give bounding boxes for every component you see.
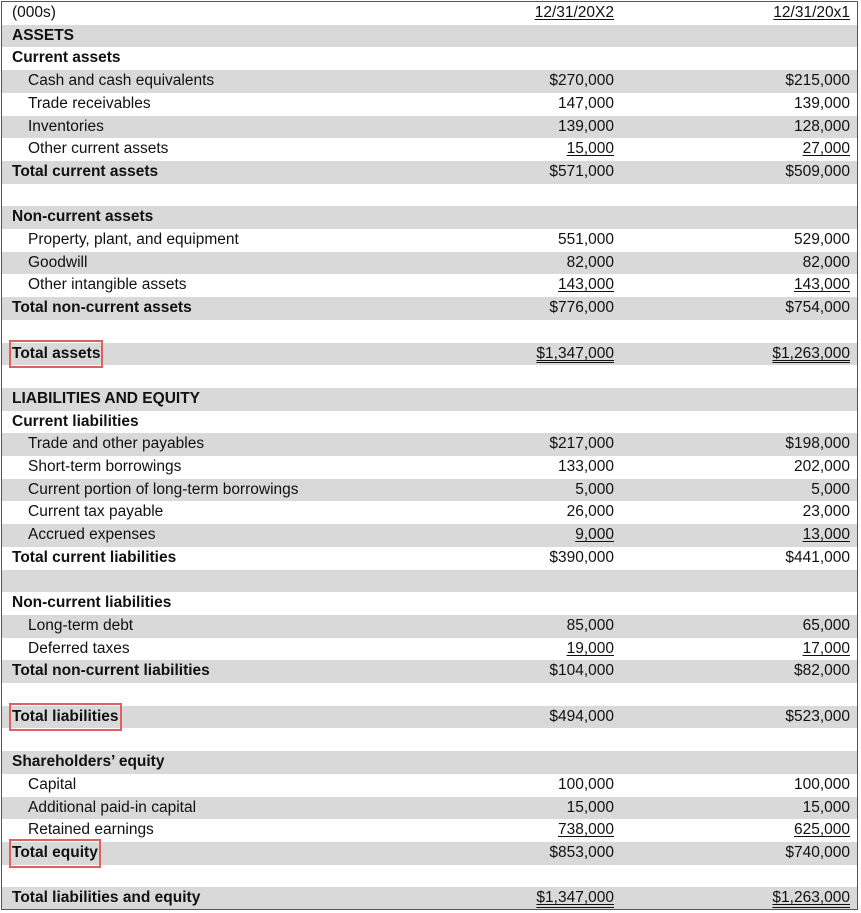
spacer-row — [2, 865, 857, 888]
line-item-row — [2, 138, 857, 161]
value-20x1: 625,000 — [793, 821, 850, 839]
line-item-label: Current portion of long-term borrowings — [28, 480, 299, 498]
total-equity-20x1: $740,000 — [785, 843, 850, 861]
total-value-20x1: $82,000 — [793, 662, 850, 680]
value-20x1: 143,000 — [793, 276, 850, 294]
line-item-row — [2, 797, 857, 820]
column-header-20x1: 12/31/20x1 — [773, 4, 850, 21]
line-item-label: Additional paid-in capital — [28, 798, 197, 816]
non-current-liabilities-heading: Non-current liabilities — [12, 594, 172, 612]
line-item-row — [2, 70, 857, 93]
total-liabilities-and-equity-label: Total liabilities and equity — [12, 889, 201, 907]
total-value-20x1: $754,000 — [785, 299, 850, 317]
grand-total-20x1: $1,263,000 — [772, 889, 850, 907]
line-item-label: Other intangible assets — [28, 276, 187, 294]
line-item-row — [2, 774, 857, 797]
value-20x1: 82,000 — [802, 253, 850, 271]
line-item-label: Other current assets — [28, 140, 169, 158]
total-liabilities-20x2: $494,000 — [549, 707, 614, 725]
value-20x1: 27,000 — [802, 140, 850, 158]
value-20x1: 5,000 — [811, 480, 850, 498]
balance-sheet — [1, 1, 858, 910]
line-item-label: Goodwill — [28, 253, 88, 271]
current-assets-heading: Current assets — [12, 49, 121, 67]
line-item-row — [2, 524, 857, 547]
total-value-20x2: $776,000 — [549, 299, 614, 317]
line-item-row — [2, 433, 857, 456]
line-item-label: Current tax payable — [28, 503, 164, 521]
line-item-row — [2, 456, 857, 479]
grand-total-20x2: $1,347,000 — [536, 889, 614, 907]
total-row — [2, 660, 857, 683]
current-liabilities-heading: Current liabilities — [12, 412, 139, 430]
section-header-assets — [2, 25, 857, 48]
line-item-row — [2, 819, 857, 842]
line-item-row — [2, 501, 857, 524]
line-item-label: Cash and cash equivalents — [28, 72, 215, 90]
value-20x1: 15,000 — [802, 798, 850, 816]
subsection-shareholders-equity — [2, 751, 857, 774]
value-20x2: 15,000 — [566, 140, 614, 158]
line-item-label: Retained earnings — [28, 821, 154, 839]
value-20x2: 143,000 — [557, 276, 614, 294]
spacer-row — [2, 728, 857, 751]
line-item-label: Inventories — [28, 117, 104, 135]
value-20x2: 5,000 — [575, 480, 614, 498]
spacer-row — [2, 184, 857, 207]
spacer-row — [2, 683, 857, 706]
value-20x2: 738,000 — [557, 821, 614, 839]
total-equity-20x2: $853,000 — [549, 843, 614, 861]
value-20x1: 13,000 — [802, 526, 850, 544]
total-assets-label: Total assets — [12, 343, 100, 366]
shareholders-equity-heading: Shareholders’ equity — [12, 753, 165, 771]
line-item-label: Property, plant, and equipment — [28, 231, 239, 248]
total-value-20x2: $571,000 — [549, 162, 614, 180]
spacer-row — [2, 570, 857, 593]
value-20x2: 139,000 — [557, 117, 614, 135]
value-20x2: 26,000 — [566, 503, 614, 521]
total-current-assets-label: Total current assets — [12, 162, 159, 180]
line-item-row — [2, 638, 857, 661]
section-header-liabilities-equity — [2, 388, 857, 411]
header-row — [2, 2, 857, 25]
total-equity-label: Total equity — [12, 842, 98, 865]
total-value-20x2: $104,000 — [549, 662, 614, 680]
liabilities-equity-heading: LIABILITIES AND EQUITY — [12, 389, 201, 407]
line-item-label: Trade receivables — [28, 94, 151, 112]
line-item-label: Capital — [28, 775, 77, 793]
value-20x2: 9,000 — [575, 526, 614, 544]
line-item-row — [2, 252, 857, 275]
grand-total-row — [2, 887, 857, 910]
total-non-current-liabilities-label: Total non-current liabilities — [12, 662, 210, 680]
value-20x1: 139,000 — [793, 94, 850, 112]
assets-heading: ASSETS — [12, 26, 75, 44]
total-value-20x2: $390,000 — [549, 548, 614, 566]
line-item-row — [2, 274, 857, 297]
line-item-row — [2, 615, 857, 638]
value-20x1: 128,000 — [793, 117, 850, 135]
units-label: (000s) — [12, 4, 56, 21]
line-item-label: Trade and other payables — [28, 435, 205, 453]
total-row — [2, 297, 857, 320]
line-item-row — [2, 93, 857, 116]
line-item-label: Deferred taxes — [28, 639, 130, 657]
value-20x2: 551,000 — [557, 231, 614, 248]
total-value-20x1: $509,000 — [785, 162, 850, 180]
value-20x2: 100,000 — [557, 775, 614, 793]
line-item-label: Accrued expenses — [28, 526, 156, 544]
subsection-current-liabilities — [2, 411, 857, 434]
total-current-liabilities-label: Total current liabilities — [12, 548, 177, 566]
total-liabilities-row — [2, 706, 857, 729]
total-value-20x1: $441,000 — [785, 548, 850, 566]
value-20x2: 82,000 — [566, 253, 614, 271]
value-20x1: 65,000 — [802, 616, 850, 634]
total-assets-20x1: $1,263,000 — [772, 344, 850, 362]
total-assets-row — [2, 343, 857, 366]
value-20x1: $215,000 — [785, 72, 850, 90]
value-20x1: 202,000 — [793, 458, 850, 475]
total-liabilities-label: Total liabilities — [12, 706, 119, 729]
value-20x1: $198,000 — [785, 435, 850, 453]
value-20x2: $217,000 — [549, 435, 614, 453]
spacer-row — [2, 320, 857, 343]
value-20x2: 133,000 — [557, 458, 614, 475]
value-20x1: 100,000 — [793, 775, 850, 793]
value-20x2: $270,000 — [549, 72, 614, 90]
total-assets-20x2: $1,347,000 — [536, 344, 614, 362]
subsection-non-current-liabilities — [2, 592, 857, 615]
total-row — [2, 547, 857, 570]
total-equity-row — [2, 842, 857, 865]
value-20x1: 17,000 — [802, 639, 850, 657]
value-20x1: 529,000 — [793, 231, 850, 248]
subsection-current-assets — [2, 47, 857, 70]
line-item-row — [2, 229, 857, 252]
column-header-20x2: 12/31/20X2 — [534, 4, 614, 21]
total-non-current-assets-label: Total non-current assets — [12, 299, 192, 317]
spacer-row — [2, 365, 857, 388]
value-20x1: 23,000 — [802, 503, 850, 521]
value-20x2: 15,000 — [566, 798, 614, 816]
value-20x2: 85,000 — [566, 616, 614, 634]
line-item-label: Long-term debt — [28, 616, 134, 634]
non-current-assets-heading: Non-current assets — [12, 208, 154, 226]
total-row — [2, 161, 857, 184]
total-liabilities-20x1: $523,000 — [785, 707, 850, 725]
value-20x2: 19,000 — [566, 639, 614, 657]
value-20x2: 147,000 — [557, 94, 614, 112]
line-item-row — [2, 116, 857, 139]
subsection-non-current-assets — [2, 206, 857, 229]
line-item-row — [2, 479, 857, 502]
line-item-label: Short-term borrowings — [28, 458, 182, 475]
